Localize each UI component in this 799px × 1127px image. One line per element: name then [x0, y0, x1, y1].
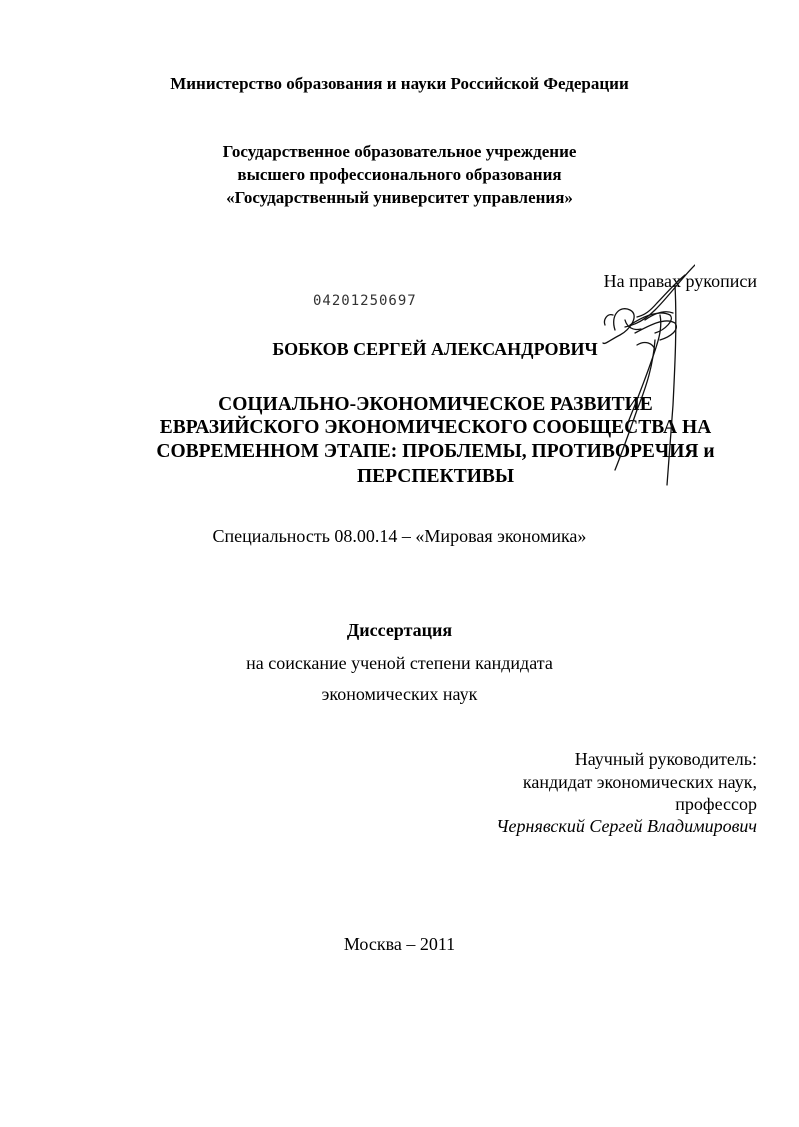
supervisor-name: Чернявский Сергей Владимирович — [496, 816, 757, 836]
dissertation-title-line-4: ПЕРСПЕКТИВЫ — [356, 466, 515, 487]
city-year: Москва – 2011 — [343, 934, 456, 954]
supervisor-label: Научный руководитель: — [574, 749, 757, 769]
dissertation-title-line-3: СОВРЕМЕННОМ ЭТАПЕ: ПРОБЛЕМЫ, ПРОТИВОРЕЧИЯ и — [156, 441, 715, 462]
institution-line-2: высшего профессионального образования — [237, 165, 562, 184]
supervisor-rank: профессор — [675, 794, 757, 814]
degree-line-1: на соискание ученой степени кандидата — [246, 653, 553, 673]
institution-line-3: «Государственный университет управления» — [226, 188, 573, 207]
institution-line-1: Государственное образовательное учреждение — [222, 142, 577, 161]
document-type: Диссертация — [346, 620, 453, 640]
ministry-heading: Министерство образования и науки Российской Федерации — [170, 74, 629, 93]
degree-line-2: экономических наук — [321, 684, 478, 704]
author-name: БОБКОВ СЕРГЕЙ АЛЕКСАНДРОВИЧ — [272, 339, 598, 359]
dissertation-title-line-1: СОЦИАЛЬНО-ЭКОНОМИЧЕСКОЕ РАЗВИТИЕ — [218, 394, 653, 415]
dissertation-title-line-2: ЕВРАЗИЙСКОГО ЭКОНОМИЧЕСКОГО СООБЩЕСТВА НА — [159, 417, 712, 438]
manuscript-rights-note: На правах рукописи — [603, 271, 757, 291]
specialty-line: Специальность 08.00.14 – «Мировая экономика» — [212, 526, 587, 546]
archive-stamp-number: 04201250697 — [313, 293, 417, 309]
supervisor-degree: кандидат экономических наук, — [522, 772, 757, 792]
